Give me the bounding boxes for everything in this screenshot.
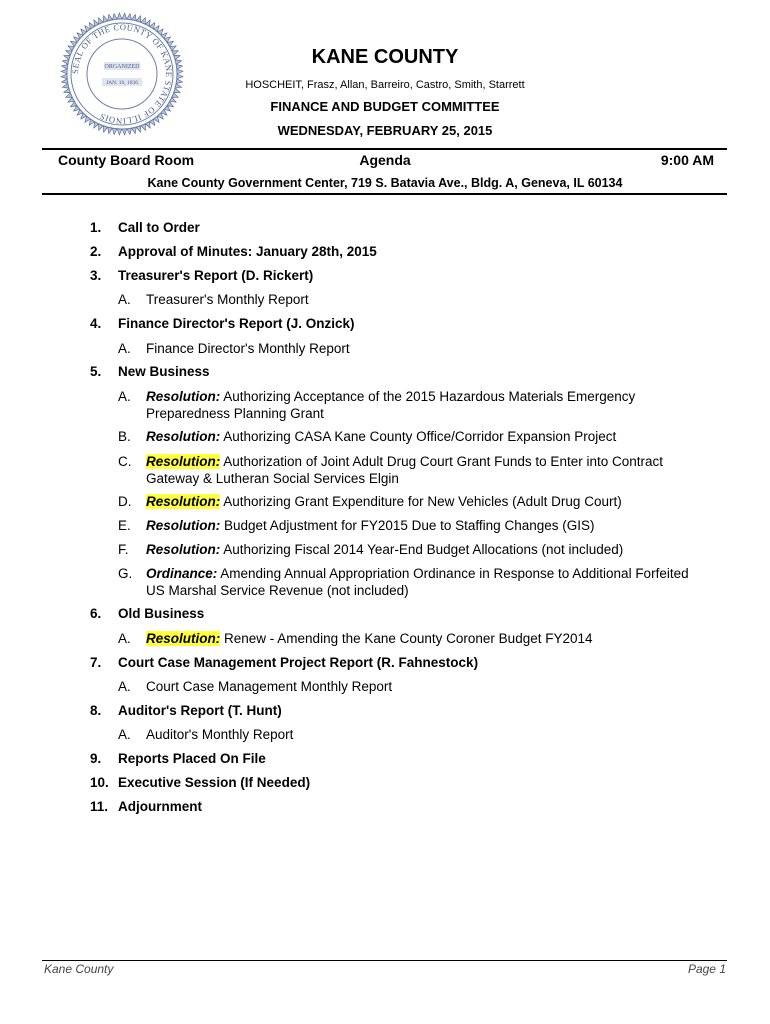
agenda-subitem-letter: A.: [118, 727, 131, 742]
agenda-subitem-letter: A.: [118, 389, 131, 404]
agenda-item-number: 3.: [90, 268, 102, 283]
agenda-item-number: 10.: [90, 775, 109, 790]
committee-members: HOSCHEIT, Frasz, Allan, Barreiro, Castro, Smith, Starrett: [245, 79, 525, 91]
meeting-date: WEDNESDAY, FEBRUARY 25, 2015: [277, 123, 493, 138]
item-keyword: Resolution:: [146, 518, 221, 533]
highlighted-keyword: Resolution:: [146, 454, 221, 469]
agenda-subitem-text: Authorization of Joint Adult Drug Court Grant Funds to Enter into Contract Gateway & Lutheran Social Services Elgin: [146, 454, 663, 486]
agenda-subitem-letter: A.: [118, 292, 131, 307]
county-seal-logo: [60, 12, 184, 136]
agenda-item-number: 5.: [90, 364, 102, 379]
svg-text:ORGANIZED: ORGANIZED: [104, 64, 140, 70]
agenda-subitem: [146, 726, 706, 743]
agenda-subitem-letter: A.: [118, 631, 131, 646]
header-divider-bottom: [42, 193, 727, 195]
agenda-item-title: Executive Session (If Needed): [118, 775, 311, 790]
agenda-item-number: 1.: [90, 220, 102, 235]
agenda-subitem-text: Authorizing CASA Kane County Office/Corridor Expansion Project: [223, 429, 617, 444]
agenda-subitem-text: Court Case Management Monthly Report: [146, 679, 393, 694]
item-keyword: Resolution:: [146, 542, 221, 557]
highlighted-keyword: Resolution:: [146, 494, 221, 509]
agenda-subitem-text: Treasurer's Monthly Report: [146, 292, 309, 307]
agenda-subitem: [146, 291, 706, 308]
agenda-subitem-text: Finance Director's Monthly Report: [146, 341, 350, 356]
svg-text:SEAL OF THE COUNTY OF KANE STA: SEAL OF THE COUNTY OF KANE STATE OF ILLINOIS: [69, 21, 175, 127]
agenda-subitem-letter: B.: [118, 429, 131, 444]
agenda-item-title: New Business: [118, 364, 210, 379]
agenda-subitem: [146, 493, 706, 510]
agenda-subitem: [146, 541, 706, 558]
document-type: Agenda: [359, 152, 411, 168]
footer-org: Kane County: [44, 962, 114, 976]
agenda-subitem: [146, 678, 706, 695]
item-keyword: Ordinance:: [146, 566, 218, 581]
agenda-subitem-letter: E.: [118, 518, 131, 533]
header-divider-top: [42, 148, 727, 150]
svg-text:JAN. 16, 1836: JAN. 16, 1836: [105, 80, 139, 86]
agenda-item-title: Treasurer's Report (D. Rickert): [118, 268, 314, 283]
agenda-subitem-text: Authorizing Fiscal 2014 Year-End Budget Allocations (not included): [223, 542, 624, 557]
agenda-subitem-letter: A.: [118, 341, 131, 356]
agenda-subitem-letter: G.: [118, 566, 133, 581]
agenda-item-number: 11.: [90, 799, 109, 814]
meeting-location: County Board Room: [58, 152, 195, 168]
committee-name: FINANCE AND BUDGET COMMITTEE: [270, 99, 500, 114]
agenda-subitem: [146, 565, 706, 599]
agenda-subitem-text: Renew - Amending the Kane County Coroner Budget FY2014: [224, 631, 593, 646]
agenda-subitem: [146, 340, 706, 357]
page-title: KANE COUNTY: [311, 46, 459, 68]
agenda-item-title: Call to Order: [118, 220, 200, 235]
agenda-item-number: 9.: [90, 751, 102, 766]
agenda-item-title: Finance Director's Report (J. Onzick): [118, 316, 355, 331]
agenda-subitem-text: Budget Adjustment for FY2015 Due to Staffing Changes (GIS): [224, 518, 595, 533]
footer-divider: [42, 960, 727, 961]
agenda-subitem: [146, 453, 706, 487]
agenda-subitem: [146, 428, 706, 445]
agenda-item-number: 4.: [90, 316, 102, 331]
item-keyword: Resolution:: [146, 389, 221, 404]
agenda-item-title: Adjournment: [118, 799, 202, 814]
meeting-time: 9:00 AM: [660, 152, 714, 168]
meeting-address: Kane County Government Center, 719 S. Batavia Ave., Bldg. A, Geneva, IL 60134: [147, 176, 623, 190]
agenda-item-title: Auditor's Report (T. Hunt): [118, 703, 282, 718]
agenda-item-number: 2.: [90, 244, 102, 259]
agenda-subitem: [146, 630, 706, 647]
agenda-subitem: [146, 388, 706, 422]
agenda-subitem-text: Authorizing Grant Expenditure for New Vehicles (Adult Drug Court): [223, 494, 622, 509]
agenda-subitem-text: Amending Annual Appropriation Ordinance in Response to Additional Forfeited US Marshal Service Revenue (not included): [146, 566, 689, 598]
highlighted-keyword: Resolution:: [146, 631, 221, 646]
agenda-subitem: [146, 517, 706, 534]
agenda-item-number: 7.: [90, 655, 102, 670]
agenda-item-title: Approval of Minutes: January 28th, 2015: [118, 244, 377, 259]
item-keyword: Resolution:: [146, 429, 221, 444]
agenda-item-number: 6.: [90, 606, 102, 621]
page-number: Page 1: [687, 962, 726, 976]
agenda-item-title: Reports Placed On File: [118, 751, 266, 766]
agenda-subitem-text: Authorizing Acceptance of the 2015 Hazardous Materials Emergency Preparedness Planning Grant: [146, 389, 636, 421]
agenda-subitem-text: Auditor's Monthly Report: [146, 727, 294, 742]
agenda-item-number: 8.: [90, 703, 102, 718]
agenda-subitem-letter: D.: [118, 494, 132, 509]
agenda-subitem-letter: C.: [118, 454, 132, 469]
agenda-item-title: Old Business: [118, 606, 205, 621]
agenda-subitem-letter: A.: [118, 679, 131, 694]
agenda-item-title: Court Case Management Project Report (R. Fahnestock): [118, 655, 479, 670]
agenda-subitem-letter: F.: [118, 542, 129, 557]
